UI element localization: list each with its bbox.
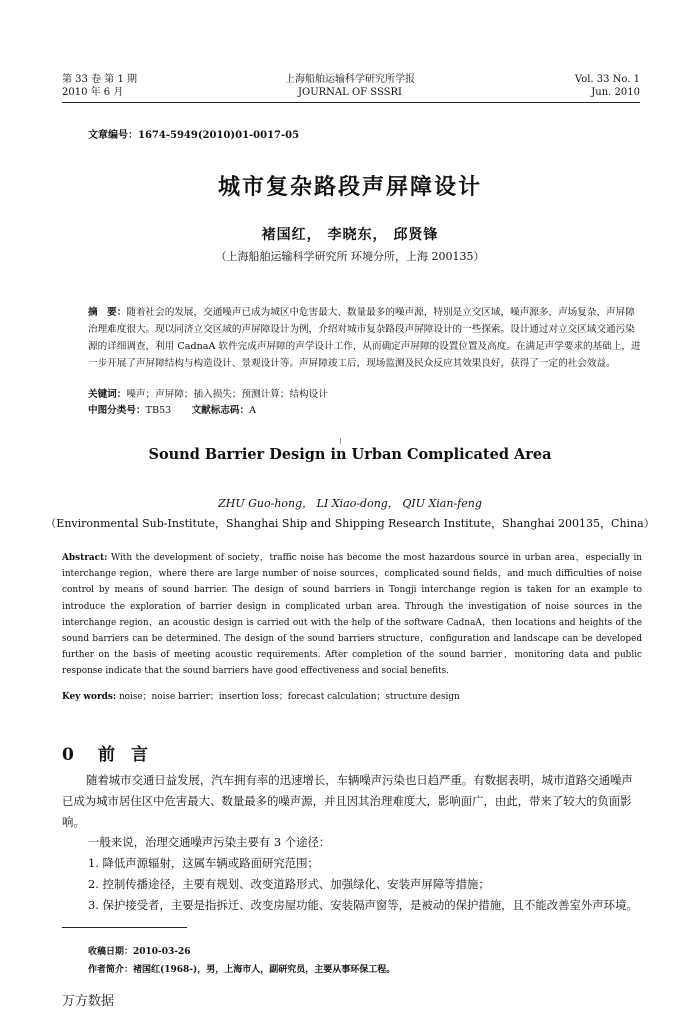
journal-name-en: JOURNAL OF SSSRI xyxy=(298,87,402,98)
body-paragraph: 一般来说，治理交通噪声污染主要有 3 个途径： xyxy=(88,835,331,849)
watermark: 万方数据 xyxy=(62,994,115,1009)
journal-issue-info-en xyxy=(575,73,640,99)
journal-name-cn: 上海船舶运输科学研究所学报 xyxy=(285,74,415,85)
publication-date-en: Jun. 2010 xyxy=(591,87,640,98)
doc-code-value: A xyxy=(249,405,257,416)
keywords-en xyxy=(62,690,642,704)
volume-issue: 第 33 卷 第 1 期 xyxy=(62,74,137,85)
list-item: 1. 降低声源辐射，这属车辆或路面研究范围； xyxy=(88,856,319,870)
author-bio: 作者简介：褚国红(1968-)，男，上海市人，副研究员，主要从事环保工程。 xyxy=(88,965,396,975)
affiliation-cn: （上海船舶运输科学研究所 环境分所，上海 200135） xyxy=(215,250,485,263)
body-paragraph: 随着城市交通日益发展，汽车拥有率的迅速增长，车辆噪声污染也日趋严重。有数据表明，城市道路交通噪声已成为城市居住区中危害最大、数量最多的噪声源，并且因其治理难度大，影响面广，由此，带来了较大的负面影响。 xyxy=(62,773,633,829)
list-item: 3. 保护接受者，主要是指拆迁、改变房屋功能、安装隔声窗等，是被动的保护措施，且不能改善室外声环境。 xyxy=(88,898,638,912)
footnote-rule xyxy=(62,927,187,928)
clc-value: TB53 xyxy=(145,405,172,416)
classification-cn xyxy=(88,404,644,418)
publication-date: 2010 年 6 月 xyxy=(62,87,124,98)
section-title: 前言 xyxy=(98,745,164,765)
journal-issue-info xyxy=(62,73,137,99)
abstract-cn-text: 随着社会的发展，交通噪声已成为城区中危害最大、数量最多的噪声源，特别是立交区域，噪声源多，声场复杂，声屏障治理难度很大。现以同济立交区域的声屏障设计为例，介绍对城市复杂路段声屏障设计的一些探索。设计通过对立交区域交通污染源的详细调查，利用 CadnaA 软件完成声屏障的声学设计工作，从而确定声屏障的设置位置及高度。在满足声学要求的基础上，进一步开展了声屏障结构与构造设计、景观设计等。声屏障竣工后，现场监测及民众反应其效果良好，获得了一定的社会效益。 xyxy=(88,307,641,369)
volume-issue-en: Vol. 33 No. 1 xyxy=(574,74,640,85)
section-number: 0 xyxy=(62,745,74,765)
journal-name xyxy=(200,73,500,99)
abstract-en-text: With the development of society，traffic noise has become the most hazardous source in urban area，especially in interchange region，where there are large number of noise sources，complicated sound fields，and much difficulties of noise control by means of sound barrier. The design of sound barriers in Tongji interchange region is taken for an example to introduce the exploration of barrier design in complicated urban area. Through the investigation of noise sources in the interchange region，an acoustic design is carried out with the help of the software CadnaA，then locations and heights of the sound barriers can be determined. The design of the sound barriers structure，configuration and landscape can be developed further on the basis of meeting acoustic requirements. After completion of the sound barrier，monitoring data and public response indicate that the sound barriers have good effectiveness and social benefits. xyxy=(62,553,642,677)
separator-mark xyxy=(340,438,341,444)
article-number: 文章编号：1674-5949(2010)01-0017-05 xyxy=(88,130,300,141)
keywords-cn xyxy=(88,388,644,402)
abstract-en-label: Abstract: xyxy=(62,553,108,563)
clc-label: 中图分类号： xyxy=(88,405,146,416)
authors-cn: 褚国红， 李晓东， 邱贤锋 xyxy=(261,227,439,243)
doc-code-label: 文献标志码： xyxy=(191,405,250,416)
keywords-cn-text: 噪声；声屏障；插入损失；预测计算；结构设计 xyxy=(126,389,328,400)
affiliation-en: （Environmental Sub-Institute，Shanghai Ship and Shipping Research Institute，Shanghai 200135，China） xyxy=(45,517,655,530)
list-item: 2. 控制传播途径，主要有规划、改变道路形式、加强绿化、安装声屏障等措施； xyxy=(88,877,490,891)
received-date: 收稿日期：2010-03-26 xyxy=(88,947,191,957)
abstract-en xyxy=(62,550,642,680)
abstract-cn-label: 摘 要： xyxy=(88,307,127,318)
header-rule xyxy=(62,102,640,103)
paper-title-en: Sound Barrier Design in Urban Complicated Area xyxy=(148,446,552,463)
section-heading xyxy=(62,740,164,765)
keywords-en-text: noise；noise barrier；insertion loss；forecast calculation；structure design xyxy=(116,692,460,702)
keywords-cn-label: 关键词： xyxy=(88,389,127,400)
paper-title-cn: 城市复杂路段声屏障设计 xyxy=(217,174,482,200)
abstract-cn xyxy=(88,304,644,372)
authors-en: ZHU Guo-hong， LI Xiao-dong， QIU Xian-feng xyxy=(218,497,482,510)
keywords-en-label: Key words: xyxy=(62,692,117,702)
